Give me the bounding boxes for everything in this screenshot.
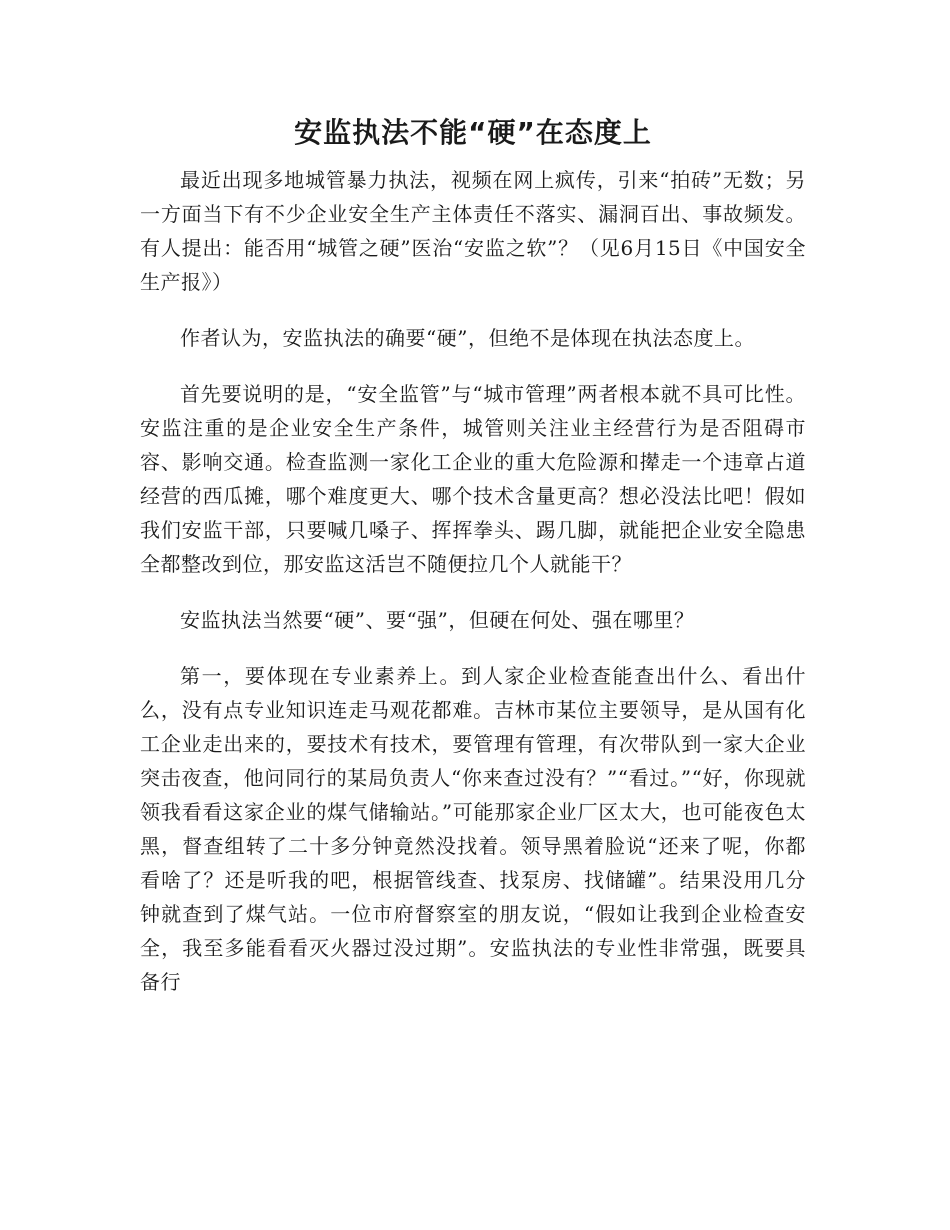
paragraph: 最近出现多地城管暴力执法，视频在网上疯传，引来“拍砖”无数；另一方面当下有不少企业安全生产主体责任不落实、漏洞百出、事故频发。有人提出：能否用“城管之硬”医治“安监之软”？（见6月15日《中国安全生产报》） <box>140 168 806 294</box>
document-body <box>140 163 806 999</box>
paragraph: 安监执法当然要“硬”、要“强”，但硬在何处、强在哪里？ <box>180 608 695 632</box>
paragraph: 第一，要体现在专业素养上。到人家企业检查能查出什么、看出什么，没有点专业知识连走马观花都难。吉林市某位主要领导，是从国有化工企业走出来的，要技术有技术，要管理有管理，有次带队到一家大企业突击夜查，他问同行的某局负责人“你来查过没有？”“看过。”“好，你现就领我看看这家企业的煤气储输站。”可能那家企业厂区太大，也可能夜色太黑，督查组转了二十多分钟竟然没找着。领导黑着脸说“还来了呢，你都看啥了？还是听我的吧，根据管线查、找泵房、找储罐”。结果没用几分钟就查到了煤气站。一位市府督察室的朋友说，“假如让我到企业检查安全，我至多能看看灭火器过没过期”。安监执法的专业性非常强，既要具备行 <box>140 664 806 994</box>
document-title: 安监执法不能“硬”在态度上 <box>294 116 652 149</box>
paragraph: 首先要说明的是，“安全监管”与“城市管理”两者根本就不具可比性。安监注重的是企业安全生产条件，城管则关注业主经营行为是否阻碍市容、影响交通。检查监测一家化工企业的重大危险源和撵走一个违章占道经营的西瓜摊，哪个难度更大、哪个技术含量更高？想必没法比吧！假如我们安监干部，只要喊几嗓子、挥挥拳头、踢几脚，就能把企业安全隐患全都整改到位，那安监这活岂不随便拉几个人就能干？ <box>140 382 806 576</box>
paragraph: 作者认为，安监执法的确要“硬”，但绝不是体现在执法态度上。 <box>180 326 755 350</box>
